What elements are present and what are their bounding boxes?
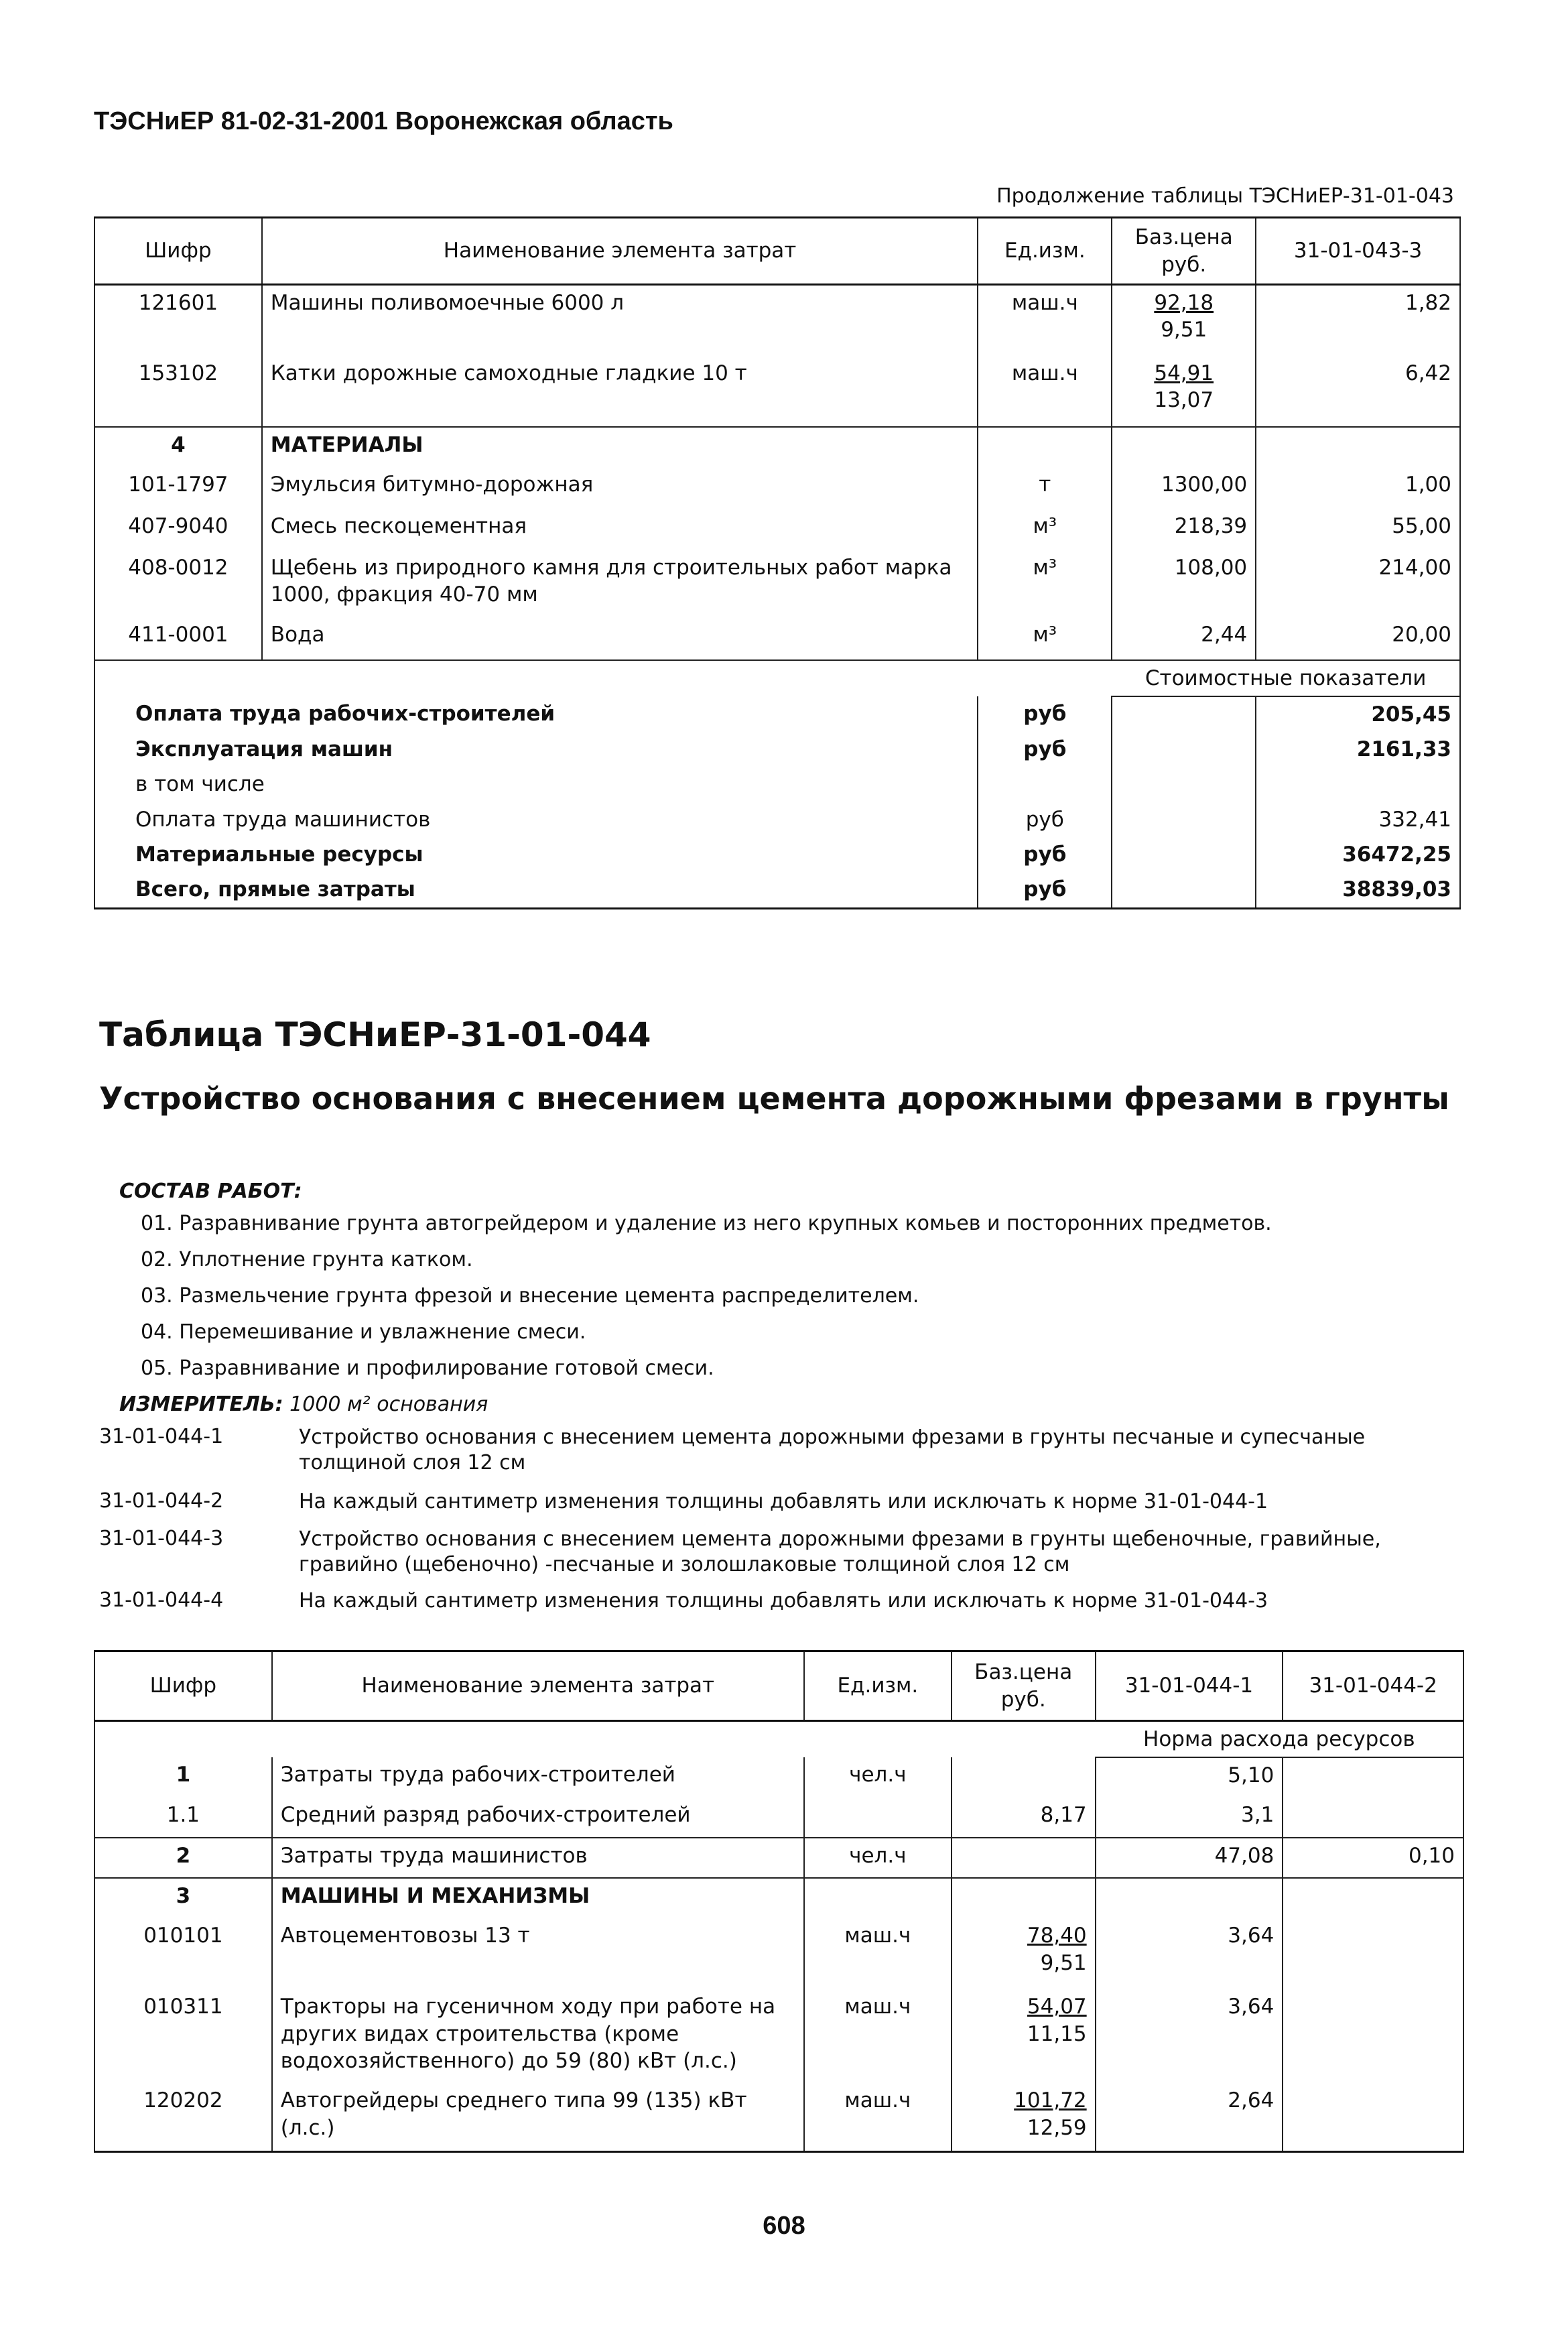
page-header: ТЭСНиЕР 81-02-31-2001 Воронежская область [94,107,673,135]
cost-row: Эксплуатация машин руб 2161,33 [94,732,1460,767]
table-row: 010311 Тракторы на гусеничном ходу при работе на других видах строительства (кроме водохозяйственного) до 59 (80) кВт (л.с.) маш.ч 54,07 11,15 3,64 [94,1989,1463,2083]
norm-text: На каждый сантиметр изменения толщины добавлять или исключать к норме 31-01-044-3 [299,1589,1268,1613]
section-row: 3 МАШИНЫ И МЕХАНИЗМЫ [94,1878,1463,1918]
meter-label: ИЗМЕРИТЕЛЬ: [119,1393,283,1416]
col-header-norm2: 31-01-044-2 [1283,1651,1463,1721]
table-row: 2 Затраты труда машинистов чел.ч 47,08 0,10 [94,1838,1463,1878]
norm-text: Устройство основания с внесением цемента дорожными фрезами в грунты песчаные и супесчаные толщиной слоя 12 см [299,1426,1366,1474]
col-header-code: Шифр [94,1651,272,1721]
work-item: 05. Разравнивание и профилирование готовой смеси. [141,1357,714,1380]
cost-row: Оплата труда машинистов руб 332,41 [94,802,1460,837]
cost-label-row: Стоимостные показатели [94,660,1460,696]
norm-code: 31-01-044-2 [99,1489,224,1513]
col-header-unit: Ед.изм. [804,1651,952,1721]
page-number: 608 [763,2212,805,2240]
table-row: 101-1797 Эмульсия битумно-дорожная т 1300,00 1,00 [94,467,1460,509]
table-row: 411-0001 Вода м³ 2,44 20,00 [94,617,1460,660]
norm-code: 31-01-044-1 [99,1425,224,1448]
cost-row: в том числе [94,767,1460,802]
continuation-label: Продолжение таблицы ТЭСНиЕР-31-01-043 [996,184,1454,208]
works-header: СОСТАВ РАБОТ: [119,1180,302,1203]
col-header-name: Наименование элемента затрат [272,1651,804,1721]
table-subtitle: Устройство основания с внесением цемента дорожными фрезами в грунты [99,1080,1449,1117]
table-044 [94,1650,1464,2153]
cost-row: Материальные ресурсы руб 36472,25 [94,837,1460,872]
col-header-name: Наименование элемента затрат [262,218,978,285]
work-item: 02. Уплотнение грунта катком. [141,1248,473,1271]
work-item: 04. Перемешивание и увлажнение смеси. [141,1320,586,1344]
col-header-norm1: 31-01-044-1 [1096,1651,1283,1721]
table-row: 010101 Автоцементовозы 13 т маш.ч 78,40 9,51 3,64 [94,1918,1463,1989]
norm-code: 31-01-044-4 [99,1588,224,1612]
table-row: 1.1 Средний разряд рабочих-строителей 8,17 3,1 [94,1798,1463,1838]
table-row: 408-0012 Щебень из природного камня для строительных работ марка 1000, фракция 40-70 мм м³ 108,00 214,00 [94,550,1460,617]
table-row: 153102 Катки дорожные самоходные гладкие 10 т маш.ч 54,91 13,07 6,42 [94,356,1460,427]
work-item: 03. Размельчение грунта фрезой и внесение цемента распределителем. [141,1284,919,1308]
col-header-price: Баз.цена руб. [1112,218,1256,285]
col-header-price: Баз.цена руб. [952,1651,1096,1721]
table-row: 120202 Автогрейдеры среднего типа 99 (135) кВт (л.с.) маш.ч 101,72 12,59 2,64 [94,2083,1463,2151]
table-row: 121601 Машины поливомоечные 6000 л маш.ч 92,18 9,51 1,82 [94,285,1460,356]
norm-label-row: Норма расхода ресурсов [94,1721,1463,1758]
table-043 [94,216,1461,909]
table-row: 1 Затраты труда рабочих-строителей чел.ч 5,10 [94,1757,1463,1798]
table-title: Таблица ТЭСНиЕР-31-01-044 [99,1015,651,1054]
meter-value: 1000 м² основания [289,1393,488,1416]
col-header-code: Шифр [94,218,262,285]
meter [119,1393,488,1416]
table-row: 407-9040 Смесь пескоцементная м³ 218,39 55,00 [94,509,1460,550]
cost-row: Оплата труда рабочих-строителей руб 205,45 [94,696,1460,732]
norm-text: На каждый сантиметр изменения толщины добавлять или исключать к норме 31-01-044-1 [299,1490,1268,1513]
work-item: 01. Разравнивание грунта автогрейдером и удаление из него крупных комьев и посторонних предметов. [141,1212,1272,1235]
col-header-unit: Ед.изм. [978,218,1112,285]
col-header-norm: 31-01-043-3 [1256,218,1460,285]
norm-text: Устройство основания с внесением цемента дорожными фрезами в грунты щебеночные, гравийные, гравийно (щебеночно) -песчаные и золошлаковые толщиной слоя 12 см [299,1527,1381,1576]
cost-row: Всего, прямые затраты руб 38839,03 [94,872,1460,908]
norm-code: 31-01-044-3 [99,1527,224,1550]
section-row: 4 МАТЕРИАЛЫ [94,427,1460,467]
